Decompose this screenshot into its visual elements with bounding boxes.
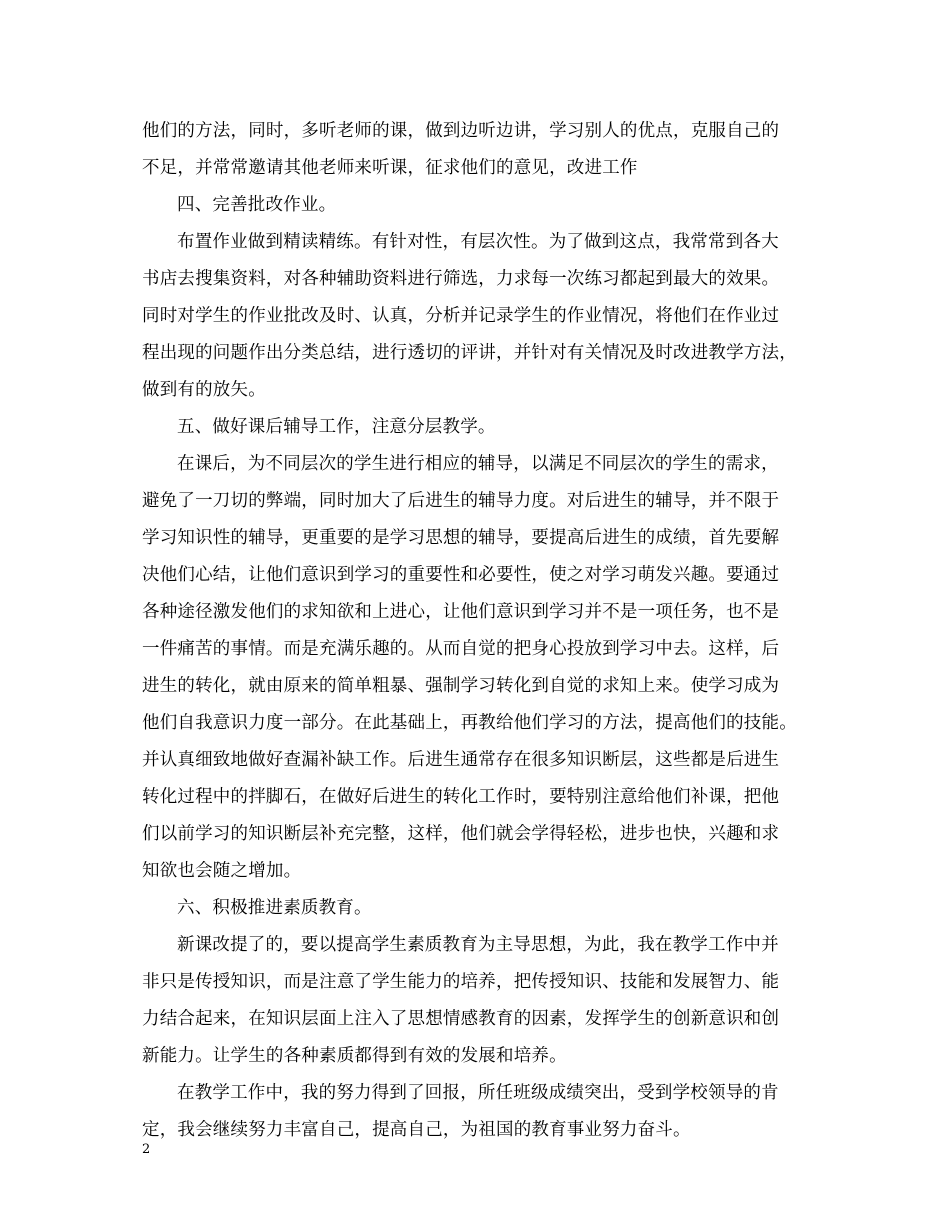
section-heading-5: 五、做好课后辅导工作，注意分层教学。 — [177, 417, 496, 437]
body-text-line: 进生的转化，就由原来的简单粗暴、强制学习转化到自觉的求知上来。使学习成为 — [142, 676, 780, 696]
body-text-line: 力结合起来，在知识层面上注入了思想情感教育的因素，发挥学生的创新意识和创 — [142, 1009, 780, 1029]
body-text-line: 避免了一刀切的弊端，同时加大了后进生的辅导力度。对后进生的辅导，并不限于 — [142, 491, 780, 511]
body-text-line: 做到有的放矢。 — [142, 380, 266, 400]
body-text-line: 在教学工作中，我的努力得到了回报，所任班级成绩突出，受到学校领导的肯 — [177, 1083, 779, 1103]
body-text-line: 非只是传授知识，而是注意了学生能力的培养，把传授知识、技能和发展智力、能 — [142, 972, 780, 992]
body-text-line: 知欲也会随之增加。 — [142, 861, 302, 881]
body-text-line: 决他们心结，让他们意识到学习的重要性和必要性，使之对学习萌发兴趣。要通过 — [142, 565, 780, 585]
body-text-line: 各种途径激发他们的求知欲和上进心，让他们意识到学习并不是一项任务，也不是 — [142, 602, 780, 622]
body-text-line: 们以前学习的知识断层补充完整，这样，他们就会学得轻松，进步也快，兴趣和求 — [142, 824, 780, 844]
body-text-line: 他们的方法，同时，多听老师的课，做到边听边讲，学习别人的优点，克服自己的 — [142, 121, 780, 141]
section-heading-4: 四、完善批改作业。 — [177, 195, 337, 215]
body-text-line: 学习知识性的辅导，更重要的是学习思想的辅导，要提高后进生的成绩，首先要解 — [142, 528, 780, 548]
body-text-line: 同时对学生的作业批改及时、认真，分析并记录学生的作业情况，将他们在作业过 — [142, 306, 780, 326]
body-text-line: 并认真细致地做好查漏补缺工作。后进生通常存在很多知识断层，这些都是后进生 — [142, 750, 780, 770]
body-text-line: 定，我会继续努力丰富自己，提高自己，为祖国的教育事业努力奋斗。 — [142, 1120, 691, 1140]
body-text-line: 布置作业做到精读精练。有针对性，有层次性。为了做到这点，我常常到各大 — [177, 232, 779, 252]
body-text-line: 转化过程中的拌脚石，在做好后进生的转化工作时，要特别注意给他们补课，把他 — [142, 787, 780, 807]
section-heading-6: 六、积极推进素质教育。 — [177, 898, 372, 918]
page-number: 2 — [142, 1142, 151, 1157]
body-text-line: 程出现的问题作出分类总结，进行透切的评讲，并针对有关情况及时改进教学方法， — [142, 343, 797, 363]
body-text-line: 一件痛苦的事情。而是充满乐趣的。从而自觉的把身心投放到学习中去。这样，后 — [142, 639, 780, 659]
body-text-line: 在课后，为不同层次的学生进行相应的辅导，以满足不同层次的学生的需求， — [177, 454, 779, 474]
body-text-line: 新能力。让学生的各种素质都得到有效的发展和培养。 — [142, 1046, 567, 1066]
body-text-line: 书店去搜集资料，对各种辅助资料进行筛选，力求每一次练习都起到最大的效果。 — [142, 269, 780, 289]
body-text-line: 他们自我意识力度一部分。在此基础上，再教给他们学习的方法，提高他们的技能。 — [142, 713, 797, 733]
body-text-line: 不足，并常常邀请其他老师来听课，征求他们的意见，改进工作 — [142, 158, 638, 178]
body-text-line: 新课改提了的，要以提高学生素质教育为主导思想，为此，我在教学工作中并 — [177, 935, 779, 955]
